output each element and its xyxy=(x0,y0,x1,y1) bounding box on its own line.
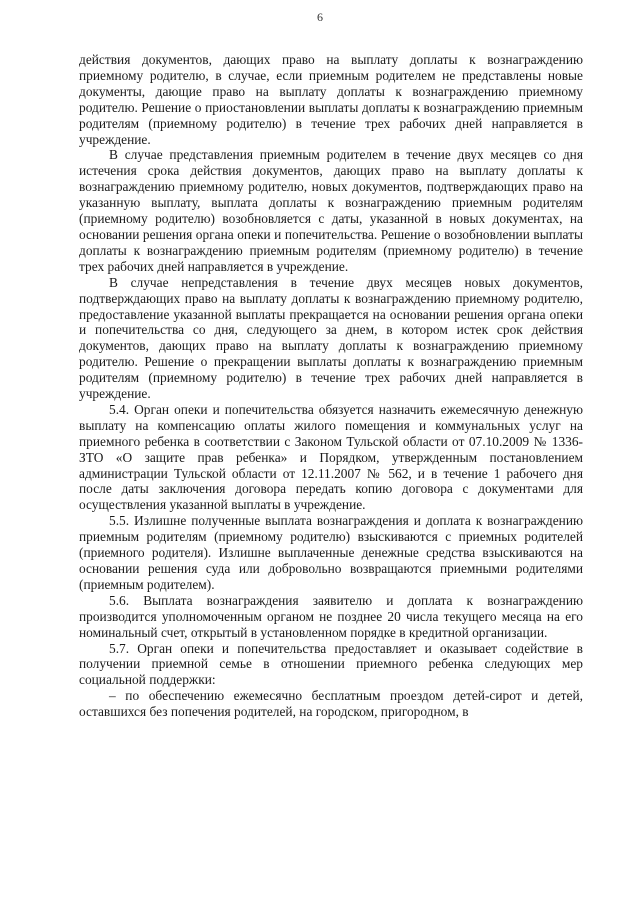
paragraph-suspension-continued: действия документов, дающих право на выплату доплаты к вознаграждению приемному родителю, в случае, если приемным родителем не представлены новые документы, дающие право на выплату доплаты к вознаграждению приемному родителю. Решение о приостановлении выплаты доплаты к вознаграждению приемным родителям (приемному родителю) в течение трех рабочих дней направляется в учреждение. xyxy=(79,52,583,147)
page-number: 6 xyxy=(317,10,323,24)
list-item-free-travel: – по обеспечению ежемесячно бесплатным проездом детей-сирот и детей, оставшихся без попечения родителей, на городском, пригородном, в xyxy=(79,688,583,720)
paragraph-termination: В случае непредставления в течение двух месяцев новых документов, подтверждающих право на выплату доплаты к вознаграждению приемному родителю, предоставление указанной выплаты прекращается на основании решения органа опеки и попечительства со дня, следующего за днем, в котором истек срок действия документов, дающих право на выплату доплаты к вознаграждению приемному родителю. Решение о прекращении выплаты доплаты к вознаграждению приемным родителям (приемному родителю) в течение трех рабочих дней направляется в учреждение. xyxy=(79,274,583,402)
paragraph-resumption: В случае представления приемным родителем в течение двух месяцев со дня истечения срока действия документов, дающих право на выплату доплаты к вознаграждению приемному родителю, новых документов, подтверждающих право на указанную выплату, выплата доплаты к вознаграждению приемным родителям (приемному родителю) возобновляется с даты, указанной в новых документах, на основании решения органа опеки и попечительства. Решение о возобновлении выплаты доплаты к вознаграждению приемным родителям (приемному родителю) в течение трех рабочих дней направляется в учреждение. xyxy=(79,147,583,274)
paragraph-clause-5-6: 5.6. Выплата вознаграждения заявителю и доплата к вознаграждению производится уполномоченным органом не позднее 20 числа текущего месяца на его номинальный счет, открытый в установленном порядке в кредитной организации. xyxy=(79,592,583,640)
paragraph-clause-5-4: 5.4. Орган опеки и попечительства обязуется назначить ежемесячную денежную выплату на компенсацию оплаты жилого помещения и коммунальных услуг на приемного ребенка в соответствии с Законом Тульской области от 07.10.2009 № 1336-ЗТО «О защите прав ребенка» и Порядком, утвержденным постановлением администрации Тульской области от 12.11.2007 № 562, и в течение 1 рабочего дня после даты заключения договора передать копию договора с документами для осуществления указанной выплаты в учреждение. xyxy=(79,401,583,513)
document-body xyxy=(79,52,583,720)
paragraph-clause-5-5: 5.5. Излишне полученные выплата вознаграждения и доплата к вознаграждению приемным родителям (приемному родителю) взыскиваются с приемных родителей (приемного родителя). Излишне выплаченные денежные средства взыскиваются на основании решения суда или добровольно возвращаются приемными родителями (приемным родителем). xyxy=(79,513,583,592)
paragraph-clause-5-7: 5.7. Орган опеки и попечительства предоставляет и оказывает содействие в получении приемной семье в отношении приемного ребенка следующих мер социальной поддержки: xyxy=(79,640,583,688)
